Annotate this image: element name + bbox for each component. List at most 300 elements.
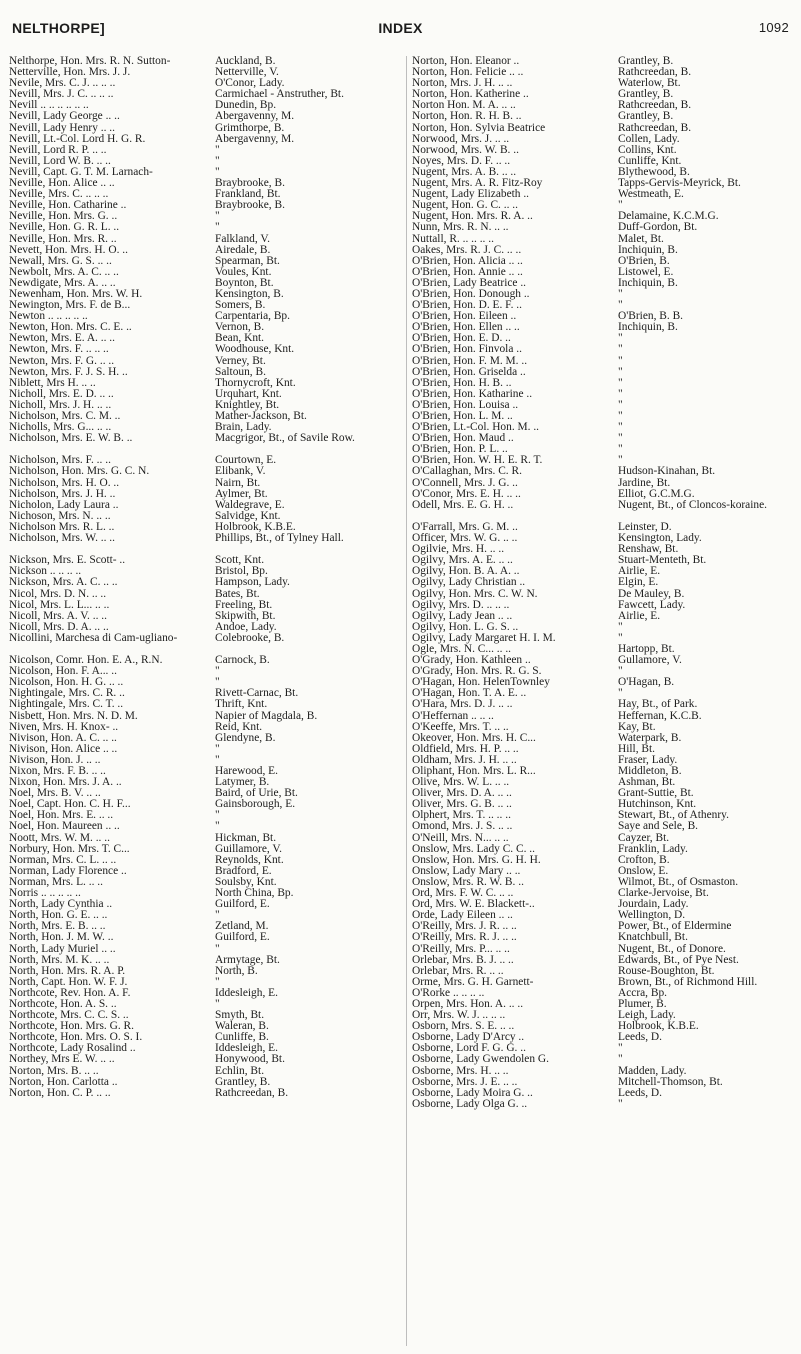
entry-name: Osborne, Lady Moira G. ..	[412, 1087, 533, 1099]
entry-title: Saye and Sele, B.	[618, 821, 699, 833]
index-entry	[9, 422, 395, 433]
index-entry	[412, 977, 798, 988]
entry-name: North, Hon. J. M. W. ..	[9, 932, 114, 944]
entry-title: Hill, Bt.	[618, 743, 656, 755]
entry-name: Nevill, Mrs. J. C. .. .. ..	[9, 89, 114, 101]
entry-title: "	[618, 455, 623, 467]
index-entry	[412, 1066, 798, 1077]
entry-name: Nicolson, Comr. Hon. E. A., R.N.	[9, 655, 163, 667]
index-entry	[412, 833, 798, 844]
index-entry	[9, 844, 395, 855]
entry-title: "	[215, 743, 220, 755]
index-entry	[9, 78, 395, 89]
entry-name: Neville, Hon. G. R. L. ..	[9, 222, 120, 234]
index-entry	[412, 577, 798, 588]
entry-name: O'Reilly, Mrs. P... .. ..	[412, 943, 510, 955]
index-entry	[9, 955, 395, 966]
index-entry	[412, 999, 798, 1010]
index-entry	[412, 466, 798, 477]
entry-name: Newton, Mrs. E. A. .. ..	[9, 333, 115, 345]
entry-name: Nickson, Mrs. E. Scott- ..	[9, 555, 126, 567]
entry-name: Norton, Hon. Sylvia Beatrice	[412, 122, 546, 134]
index-entry	[412, 489, 798, 500]
entry-name: O'Brien, Hon. Donough ..	[412, 288, 530, 300]
entry-title: Heffernan, K.C.B.	[618, 710, 702, 722]
entry-name: Nicol, Mrs. D. N. .. ..	[9, 588, 107, 600]
entry-name: Norbury, Hon. Mrs. T. C...	[9, 843, 130, 855]
index-entry	[9, 999, 395, 1010]
entry-name: Newbolt, Mrs. A. C. .. ..	[9, 266, 119, 278]
entry-name: Noel, Mrs. B. V. .. ..	[9, 788, 101, 800]
index-entry	[412, 910, 798, 921]
index-entry	[9, 711, 395, 722]
index-entry	[9, 788, 395, 799]
entry-title: Reid, Knt.	[215, 721, 263, 733]
index-entry	[9, 932, 395, 943]
entry-name: O'Keeffe, Mrs. T. .. ..	[412, 721, 509, 733]
index-entry	[9, 522, 395, 533]
entry-title: Rathcreedan, B.	[618, 100, 692, 112]
index-entry	[412, 533, 798, 544]
entry-title: Vernon, B.	[215, 322, 265, 334]
entry-title: Rathcreedan, B.	[618, 67, 692, 79]
index-entry	[412, 844, 798, 855]
entry-title: Grimthorpe, B.	[215, 122, 285, 134]
entry-title: Airlie, E.	[618, 610, 661, 622]
entry-name: Nivison, Hon. Alice .. ..	[9, 743, 118, 755]
entry-title: Bradford, E.	[215, 865, 272, 877]
entry-name: O'Brien, Hon. Maud ..	[412, 433, 514, 445]
index-entry	[9, 566, 395, 577]
entry-name: Orlebar, Mrs. B. J. .. ..	[412, 954, 514, 966]
entry-name: Nuttall, R. .. .. .. ..	[412, 233, 494, 245]
index-entry	[9, 733, 395, 744]
entry-title: "	[215, 144, 220, 156]
entry-name: Norton, Hon. Katherine ..	[412, 89, 529, 101]
index-entry	[412, 444, 798, 455]
entry-name: Northcote, Rev. Hon. A. F.	[9, 987, 131, 999]
entry-title: Carmichael - Anstruther, Bt.	[215, 89, 344, 101]
entry-name: Ogilvy, Lady Christian ..	[412, 577, 526, 589]
index-entry	[412, 589, 798, 600]
index-entry	[9, 156, 395, 167]
spacer	[9, 544, 395, 555]
entry-title: "	[215, 998, 220, 1010]
entry-name: Nicholson, Mrs. F. .. ..	[9, 455, 111, 467]
entry-name: North, Hon. Mrs. R. A. P.	[9, 965, 126, 977]
entry-title: Collins, Knt.	[618, 144, 677, 156]
entry-title: Colebrooke, B.	[215, 632, 285, 644]
entry-name: Nicholson, Mrs. E. W. B. ..	[9, 433, 133, 445]
entry-name: Nicholl, Mrs. E. D. .. ..	[9, 388, 114, 400]
index-entry	[412, 1021, 798, 1032]
index-entry	[9, 866, 395, 877]
index-entry	[412, 899, 798, 910]
entry-name: Ogilvy, Hon. L. G. S. ..	[412, 621, 519, 633]
entry-name: Officer, Mrs. W. G. .. ..	[412, 533, 518, 545]
index-entry	[412, 1099, 798, 1110]
index-entry	[412, 988, 798, 999]
index-entry	[9, 278, 395, 289]
index-entry	[9, 910, 395, 921]
index-entry	[9, 1032, 395, 1043]
entry-title: Holbrook, K.B.E.	[618, 1021, 699, 1033]
entry-name: Newton, Mrs. F. G. .. ..	[9, 355, 115, 367]
entry-name: Oldfield, Mrs. H. P. .. ..	[412, 743, 519, 755]
index-entry	[412, 344, 798, 355]
index-entry	[412, 167, 798, 178]
entry-title: Rouse-Boughton, Bt.	[618, 965, 715, 977]
index-entry	[9, 311, 395, 322]
index-entry	[9, 411, 395, 422]
entry-title: Inchiquin, B.	[618, 322, 678, 334]
index-entry	[412, 932, 798, 943]
entry-name: Osborne, Mrs. J. E. .. ..	[412, 1076, 518, 1088]
entry-name: Nivison, Hon. J. .. ..	[9, 754, 101, 766]
entry-title: Grantley, B.	[618, 111, 674, 123]
index-entry	[412, 67, 798, 78]
index-entry	[9, 234, 395, 245]
index-entry	[9, 134, 395, 145]
entry-title: Westmeath, E.	[618, 189, 684, 201]
entry-title: Brown, Bt., of Richmond Hill.	[618, 976, 758, 988]
entry-title: "	[618, 1043, 623, 1055]
index-entry	[9, 189, 395, 200]
entry-title: Delamaine, K.C.M.G.	[618, 211, 719, 223]
entry-title: Listowel, E.	[618, 266, 674, 278]
entry-name: Ogilvie, Mrs. H. .. ..	[412, 544, 505, 556]
index-entry	[9, 633, 395, 644]
entry-title: Waterpark, B.	[618, 732, 682, 744]
entry-name: Osborn, Mrs. S. E. .. ..	[412, 1021, 515, 1033]
entry-name: Onslow, Mrs. R. W. B. ..	[412, 876, 524, 888]
index-entry	[9, 356, 395, 367]
index-entry	[9, 367, 395, 378]
entry-name: Oakes, Mrs. R. J. C. .. ..	[412, 244, 522, 256]
entry-name: Nevill, Lady George .. ..	[9, 111, 120, 123]
entry-name: Oldham, Mrs. J. H. .. ..	[412, 754, 517, 766]
entry-name: Norton, Hon. Eleanor ..	[412, 56, 520, 67]
index-entry	[412, 788, 798, 799]
entry-name: Nugent, Hon. G. C. .. ..	[412, 200, 518, 212]
index-entry	[412, 1032, 798, 1043]
index-entry	[9, 533, 395, 544]
entry-name: Nevill, Lord R. P. .. ..	[9, 144, 107, 156]
index-entry	[412, 278, 798, 289]
index-entry	[9, 555, 395, 566]
index-entry	[412, 744, 798, 755]
entry-title: "	[215, 810, 220, 822]
entry-title: Jourdain, Lady.	[618, 899, 689, 911]
entry-title: North China, Bp.	[215, 888, 294, 900]
index-entry	[412, 755, 798, 766]
index-entry	[412, 156, 798, 167]
entry-title: Knightley, Bt.	[215, 399, 280, 411]
index-entry	[9, 167, 395, 178]
index-entry	[9, 855, 395, 866]
entry-name: Neville, Hon. Catharine ..	[9, 200, 127, 212]
index-entry	[412, 433, 798, 444]
index-entry	[9, 1077, 395, 1088]
entry-title: Netterville, V.	[215, 67, 279, 79]
index-entry	[412, 966, 798, 977]
entry-title: Salvidge, Knt.	[215, 510, 281, 522]
entry-title: "	[618, 632, 623, 644]
entry-name: Oliver, Mrs. D. A. .. ..	[412, 788, 512, 800]
entry-name: Newington, Mrs. F. de B...	[9, 300, 131, 312]
index-entry	[9, 777, 395, 788]
entry-title: Wellington, D.	[618, 910, 686, 922]
entry-title: Holbrook, K.B.E.	[215, 521, 296, 533]
index-entry	[412, 866, 798, 877]
running-head-center: INDEX	[378, 20, 423, 36]
index-entry	[412, 733, 798, 744]
index-entry	[412, 389, 798, 400]
index-entry	[412, 422, 798, 433]
entry-name: Netterville, Hon. Mrs. J. J.	[9, 67, 131, 79]
index-entry	[9, 89, 395, 100]
entry-title: "	[618, 344, 623, 356]
entry-title: Kensington, B.	[215, 288, 284, 300]
entry-title: Reynolds, Knt.	[215, 854, 284, 866]
entry-title: Baird, of Urie, Bt.	[215, 788, 298, 800]
index-entry	[9, 688, 395, 699]
entry-title: "	[215, 155, 220, 167]
entry-name: Ord, Mrs. F. W. C. .. ..	[412, 888, 514, 900]
entry-title: Skipwith, Bt.	[215, 610, 276, 622]
entry-name: O'Connell, Mrs. J. G. ..	[412, 477, 518, 489]
entry-title: "	[618, 1098, 623, 1110]
entry-name: Norman, Mrs. L. .. ..	[9, 876, 103, 888]
entry-title: Inchiquin, B.	[618, 244, 678, 256]
entry-name: Nicolson, Hon. H. G. .. ..	[9, 677, 124, 689]
index-entry	[9, 677, 395, 688]
index-entry	[412, 699, 798, 710]
entry-title: "	[215, 976, 220, 988]
entry-name: Omond, Mrs. J. S. .. ..	[412, 821, 513, 833]
index-entry	[9, 833, 395, 844]
entry-title: Kay, Bt.	[618, 721, 656, 733]
entry-title: Bean, Knt.	[215, 333, 265, 345]
entry-name: Noel, Hon. Maureen .. ..	[9, 821, 120, 833]
entry-name: Nichoson, Mrs. N. .. ..	[9, 510, 111, 522]
entry-name: Osborne, Lady Olga G. ..	[412, 1098, 528, 1110]
entry-name: Orde, Lady Eileen .. ..	[412, 910, 513, 922]
entry-name: Nicoll, Mrs. A. V. .. ..	[9, 610, 107, 622]
entry-name: O'Brien, Hon. Griselda ..	[412, 366, 526, 378]
entry-title: Andoe, Lady.	[215, 621, 277, 633]
index-entry	[9, 100, 395, 111]
entry-name: O'Heffernan .. .. ..	[412, 710, 494, 722]
entry-name: Norton, Hon. Carlotta ..	[9, 1076, 118, 1088]
index-entry	[412, 555, 798, 566]
entry-name: O'Hara, Mrs. D. J. .. ..	[412, 699, 513, 711]
entry-name: Neville, Hon. Mrs. R. ..	[9, 233, 117, 245]
index-entry	[412, 411, 798, 422]
entry-name: Northcote, Mrs. C. C. S. ..	[9, 1010, 129, 1022]
entry-title: Elgin, E.	[618, 577, 659, 589]
entry-title: Boynton, Bt.	[215, 277, 274, 289]
entry-name: Nicholl, Mrs. J. H. .. ..	[9, 399, 112, 411]
entry-title: North, B.	[215, 965, 258, 977]
entry-name: O'Conor, Mrs. E. H. .. ..	[412, 488, 521, 500]
entry-name: Niven, Mrs. H. Knox- ..	[9, 721, 119, 733]
index-entry	[412, 888, 798, 899]
entry-title: Iddesleigh, E.	[215, 987, 278, 999]
index-entry	[9, 899, 395, 910]
entry-name: Nicholson, Mrs. H. O. ..	[9, 477, 120, 489]
index-entry	[9, 500, 395, 511]
entry-title: Blythewood, B.	[618, 166, 690, 178]
entry-name: Noott, Mrs. W. M. .. ..	[9, 832, 110, 844]
entry-title: Waterlow, Bt.	[618, 78, 681, 90]
entry-name: Norman, Mrs. C. L. .. ..	[9, 854, 117, 866]
index-entry	[412, 777, 798, 788]
entry-title: Guillamore, V.	[215, 843, 282, 855]
entry-name: Noel, Hon. Mrs. E. .. ..	[9, 810, 114, 822]
entry-title: Bates, Bt.	[215, 588, 260, 600]
index-entry	[9, 577, 395, 588]
entry-name: Newton .. .. .. .. ..	[9, 311, 88, 323]
entry-name: Newton, Mrs. F. .. .. ..	[9, 344, 109, 356]
index-entry	[412, 200, 798, 211]
entry-title: Elibank, V.	[215, 466, 266, 478]
index-entry	[412, 622, 798, 633]
entry-name: Nevill .. .. .. .. .. ..	[9, 100, 89, 112]
entry-title: Kensington, Lady.	[618, 533, 702, 545]
entry-name: Nicholson, Mrs. C. M. ..	[9, 411, 121, 422]
entry-name: Ogilvy, Hon. B. A. A. ..	[412, 566, 520, 578]
entry-name: Nickson, Mrs. A. C. .. ..	[9, 577, 118, 589]
entry-name: Odell, Mrs. E. G. H. ..	[412, 499, 514, 511]
index-entry	[412, 134, 798, 145]
entry-name: Olive, Mrs. W. L. .. ..	[412, 777, 510, 789]
entry-title: Power, Bt., of Eldermine	[618, 921, 732, 933]
entry-title: Hudson-Kinahan, Bt.	[618, 466, 716, 478]
entry-name: O'Brien, Hon. L. M. ..	[412, 411, 513, 422]
entry-title: Grant-Suttie, Bt.	[618, 788, 694, 800]
entry-name: Nisbett, Hon. Mrs. N. D. M.	[9, 710, 138, 722]
entry-name: Osborne, Lord F. G. G. ..	[412, 1043, 526, 1055]
entry-name: O'Reilly, Mrs. R. J. .. ..	[412, 932, 517, 944]
entry-title: Crofton, B.	[618, 854, 670, 866]
index-entry	[412, 89, 798, 100]
index-entry	[412, 322, 798, 333]
entry-name: Norman, Lady Florence ..	[9, 865, 127, 877]
entry-title: Zetland, M.	[215, 921, 269, 933]
index-entry	[412, 655, 798, 666]
index-entry	[9, 344, 395, 355]
entry-title: Thrift, Knt.	[215, 699, 268, 711]
entry-name: Neville, Hon. Mrs. G. ..	[9, 211, 118, 223]
entry-name: O'Brien, Hon. Finvola ..	[412, 344, 522, 356]
index-entry	[9, 333, 395, 344]
index-entry	[9, 200, 395, 211]
entry-name: North, Lady Muriel .. ..	[9, 943, 116, 955]
index-entry	[9, 799, 395, 810]
entry-title: Leeds, D.	[618, 1087, 662, 1099]
entry-title: Ashman, Bt.	[618, 777, 676, 789]
entry-title: "	[618, 666, 623, 678]
index-entry	[9, 699, 395, 710]
entry-title: Braybrooke, B.	[215, 200, 285, 212]
entry-name: O'Brien, Hon. P. L. ..	[412, 444, 508, 456]
entry-title: O'Brien, B. B.	[618, 311, 684, 323]
entry-name: O'Rorke .. .. .. ..	[412, 987, 485, 999]
entry-title: Mather-Jackson, Bt.	[215, 411, 307, 422]
index-entry	[412, 400, 798, 411]
index-entry	[412, 300, 798, 311]
entry-name: Northcote, Hon. A. S. ..	[9, 998, 117, 1010]
index-entry	[9, 966, 395, 977]
entry-name: North, Mrs. E. B. .. ..	[9, 921, 106, 933]
entry-title: Latymer, B.	[215, 777, 270, 789]
entry-title: "	[618, 422, 623, 434]
index-entry	[9, 466, 395, 477]
index-entry	[9, 977, 395, 988]
index-entry	[412, 566, 798, 577]
entry-name: Norwood, Mrs. W. B. ..	[412, 144, 519, 156]
entry-title: Braybrooke, B.	[215, 178, 285, 190]
index-entry	[9, 810, 395, 821]
entry-name: North, Hon. G. E. .. ..	[9, 910, 108, 922]
entry-title: Jardine, Bt.	[618, 477, 671, 489]
entry-name: Nevill, Lt.-Col. Lord H. G. R.	[9, 133, 146, 145]
entry-title: Voules, Knt.	[215, 266, 272, 278]
index-entry	[9, 300, 395, 311]
entry-title: Collen, Lady.	[618, 133, 680, 145]
entry-title: "	[215, 821, 220, 833]
entry-title: "	[618, 444, 623, 456]
entry-title: Brain, Lady.	[215, 422, 272, 434]
entry-name: Orpen, Mrs. Hon. A. .. ..	[412, 998, 524, 1010]
entry-name: North, Mrs. M. K. .. ..	[9, 954, 110, 966]
entry-name: Oliphant, Hon. Mrs. L. R...	[412, 766, 536, 777]
entry-title: O'Brien, B.	[618, 255, 670, 267]
entry-name: Ogilvy, Mrs. D. .. .. ..	[412, 599, 510, 611]
entry-name: O'Brien, Hon. Annie .. ..	[412, 266, 523, 278]
index-entry	[9, 1043, 395, 1054]
entry-title: Grantley, B.	[215, 1076, 271, 1088]
entry-title: Iddesleigh, E.	[215, 1043, 278, 1055]
index-entry	[412, 56, 798, 67]
entry-title: Franklin, Lady.	[618, 843, 688, 855]
entry-title: O'Hagan, B.	[618, 677, 675, 689]
entry-name: Nicholon, Lady Laura ..	[9, 499, 119, 511]
entry-title: "	[215, 666, 220, 678]
entry-name: Nightingale, Mrs. C. R. ..	[9, 688, 125, 700]
index-entry	[9, 655, 395, 666]
index-entry	[9, 400, 395, 411]
index-entry	[9, 611, 395, 622]
entry-name: Neville, Hon. Alice .. ..	[9, 178, 115, 190]
index-entry	[9, 267, 395, 278]
entry-title: "	[215, 211, 220, 223]
entry-title: Abergavenny, M.	[215, 133, 295, 145]
entry-title: Woodhouse, Knt.	[215, 344, 295, 356]
page-header	[12, 20, 789, 42]
entry-title: "	[215, 166, 220, 178]
entry-title: Leeds, D.	[618, 1032, 662, 1044]
index-entry	[412, 289, 798, 300]
entry-name: Noyes, Mrs. D. F. .. ..	[412, 155, 511, 167]
entry-title: Spearman, Bt.	[215, 255, 280, 267]
entry-title: "	[618, 433, 623, 445]
index-entry	[412, 644, 798, 655]
entry-name: Neville, Mrs. C. .. .. ..	[9, 189, 109, 201]
entry-title: Fawcett, Lady.	[618, 599, 686, 611]
entry-title: Frankland, Bt.	[215, 189, 281, 201]
